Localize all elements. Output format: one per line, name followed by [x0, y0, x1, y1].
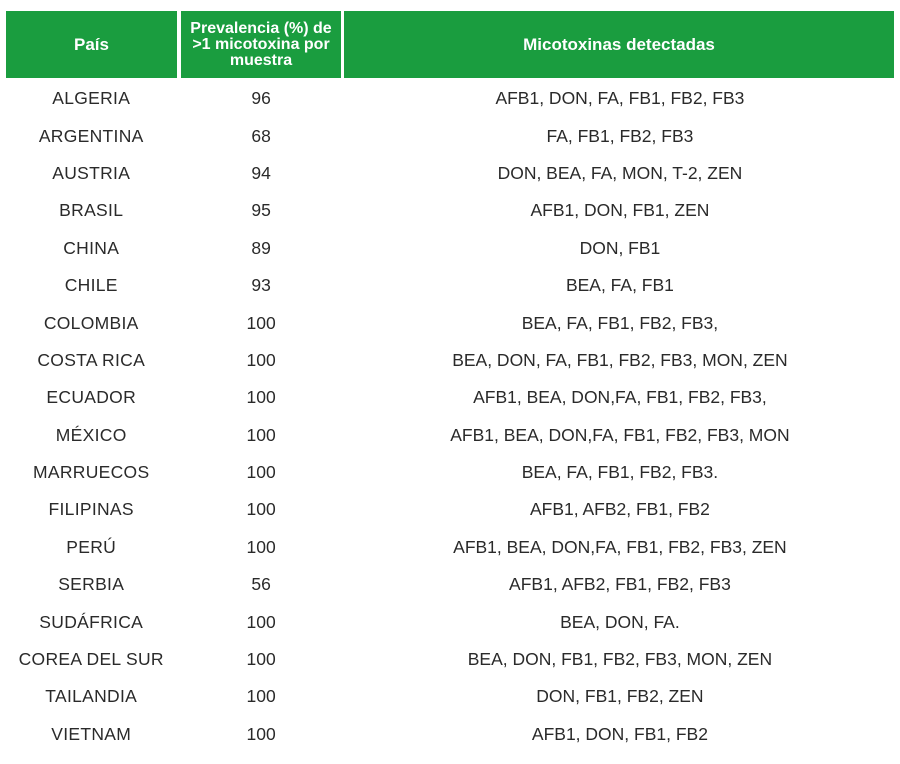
prevalence-cell: 100: [246, 649, 276, 670]
country-cell: MÉXICO: [55, 424, 127, 445]
mycotoxins-cell: DON, FB1: [579, 237, 661, 258]
mycotoxin-table: [6, 11, 894, 753]
country-cell: FILIPINAS: [48, 499, 134, 520]
mycotoxins-cell: AFB1, AFB2, FB1, FB2: [529, 499, 710, 520]
mycotoxins-cell: AFB1, BEA, DON,FA, FB1, FB2, FB3,: [473, 387, 767, 408]
country-cell: ECUADOR: [46, 387, 137, 408]
table-row: [6, 267, 894, 304]
mycotoxins-cell: AFB1, AFB2, FB1, FB2, FB3: [509, 574, 731, 595]
mycotoxins-cell: DON, FB1, FB2, ZEN: [536, 686, 704, 707]
prevalence-cell: 100: [246, 424, 276, 445]
prevalence-cell: 100: [246, 499, 276, 520]
prevalence-cell: 100: [246, 462, 276, 483]
table-row: [6, 529, 894, 566]
table-row: [6, 716, 894, 753]
table-row: [6, 491, 894, 528]
table-row: [6, 342, 894, 379]
prevalence-cell: 100: [246, 611, 276, 632]
prevalence-cell: 94: [251, 162, 271, 183]
mycotoxins-cell: AFB1, DON, FA, FB1, FB2, FB3: [495, 88, 745, 109]
prevalence-cell: 95: [251, 200, 271, 221]
mycotoxins-cell: BEA, DON, FA, FB1, FB2, FB3, MON, ZEN: [452, 349, 788, 370]
table-row: [6, 155, 894, 192]
prevalence-cell: 96: [251, 88, 271, 109]
mycotoxins-cell: BEA, FA, FB1: [565, 275, 674, 296]
header-country: País: [6, 11, 177, 78]
country-cell: MARRUECOS: [32, 462, 150, 483]
country-cell: COLOMBIA: [43, 312, 139, 333]
country-cell: CHINA: [63, 237, 120, 258]
mycotoxins-cell: AFB1, BEA, DON,FA, FB1, FB2, FB3, MON: [450, 424, 790, 445]
mycotoxins-cell: DON, BEA, FA, MON, T-2, ZEN: [497, 162, 743, 183]
country-cell: ARGENTINA: [38, 125, 144, 146]
country-cell: ALGERIA: [52, 88, 131, 109]
table-row: [6, 192, 894, 229]
country-cell: AUSTRIA: [52, 162, 131, 183]
prevalence-cell: 100: [246, 686, 276, 707]
mycotoxins-cell: BEA, FA, FB1, FB2, FB3,: [521, 312, 719, 333]
mycotoxins-cell: AFB1, BEA, DON,FA, FB1, FB2, FB3, ZEN: [453, 536, 787, 557]
table-row: [6, 678, 894, 715]
header-mycotoxins: Micotoxinas detectadas: [344, 11, 894, 78]
mycotoxins-cell: BEA, DON, FB1, FB2, FB3, MON, ZEN: [467, 649, 773, 670]
prevalence-cell: 68: [251, 125, 271, 146]
table-row: [6, 80, 894, 117]
prevalence-cell: 100: [246, 387, 276, 408]
country-cell: BRASIL: [59, 200, 124, 221]
prevalence-cell: 93: [251, 275, 271, 296]
table-row: [6, 230, 894, 267]
prevalence-cell: 100: [246, 723, 276, 744]
table-row: [6, 117, 894, 154]
header-prevalence: Prevalencia (%) de >1 micotoxina por muestra: [181, 11, 341, 78]
table-header: [6, 11, 894, 78]
prevalence-cell: 89: [251, 237, 271, 258]
table-row: [6, 417, 894, 454]
mycotoxins-cell: AFB1, DON, FB1, ZEN: [530, 200, 710, 221]
mycotoxins-cell: BEA, DON, FA.: [560, 611, 680, 632]
country-cell: SERBIA: [58, 574, 125, 595]
country-cell: VIETNAM: [51, 723, 132, 744]
mycotoxins-cell: BEA, FA, FB1, FB2, FB3.: [521, 462, 719, 483]
table-row: [6, 379, 894, 416]
prevalence-cell: 56: [251, 574, 271, 595]
mycotoxins-cell: AFB1, DON, FB1, FB2: [531, 723, 708, 744]
country-cell: COSTA RICA: [37, 349, 146, 370]
country-cell: SUDÁFRICA: [39, 611, 144, 632]
table-row: [6, 566, 894, 603]
prevalence-cell: 100: [246, 312, 276, 333]
country-cell: PERÚ: [66, 536, 117, 557]
prevalence-cell: 100: [246, 349, 276, 370]
prevalence-cell: 100: [246, 536, 276, 557]
country-cell: CHILE: [64, 275, 118, 296]
table-body: [6, 80, 894, 753]
table-row: [6, 603, 894, 640]
table-row: [6, 304, 894, 341]
country-cell: COREA DEL SUR: [18, 649, 164, 670]
table-row: [6, 454, 894, 491]
table-row: [6, 641, 894, 678]
country-cell: TAILANDIA: [45, 686, 138, 707]
mycotoxins-cell: FA, FB1, FB2, FB3: [546, 125, 694, 146]
